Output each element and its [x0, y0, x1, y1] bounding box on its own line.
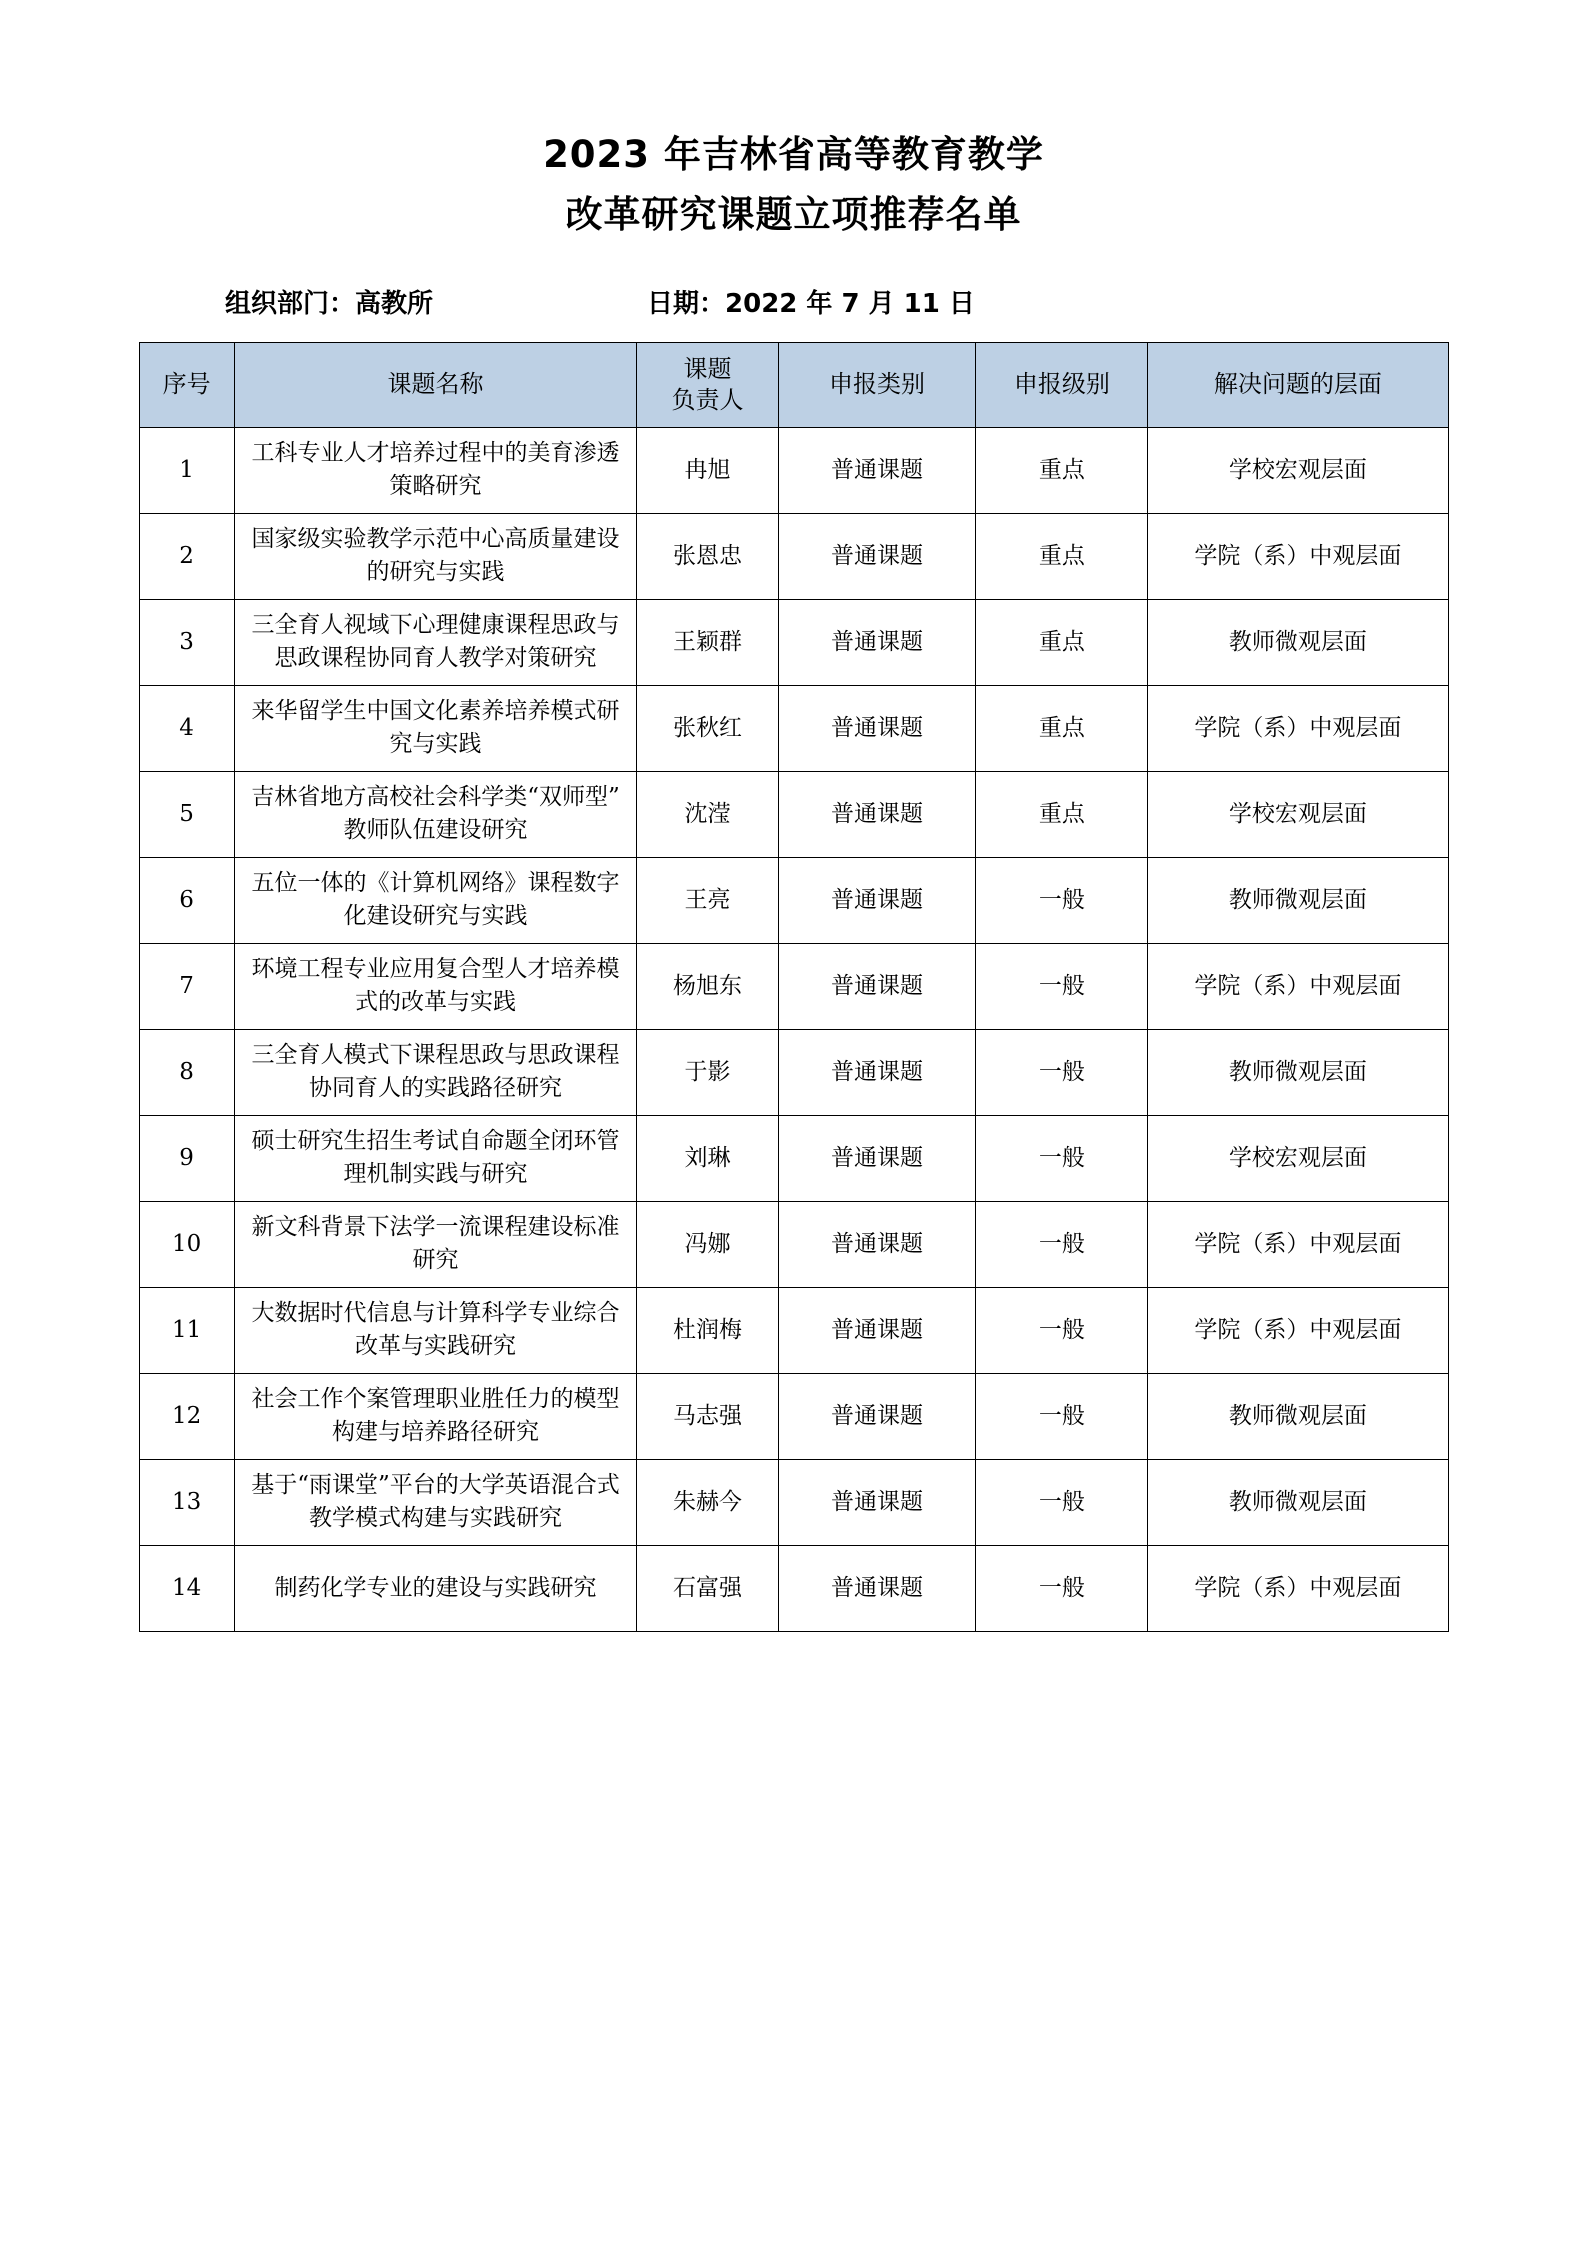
cell-type: 普通课题 — [778, 1029, 976, 1115]
cell-layer: 学院（系）中观层面 — [1148, 1201, 1448, 1287]
cell-title: 三全育人模式下课程思政与思政课程协同育人的实践路径研究 — [234, 1029, 637, 1115]
cell-owner: 冉旭 — [637, 427, 778, 513]
cell-level: 一般 — [976, 1115, 1148, 1201]
cell-layer: 学院（系）中观层面 — [1148, 513, 1448, 599]
table-row — [139, 1373, 1448, 1459]
table-row — [139, 599, 1448, 685]
cell-type: 普通课题 — [778, 771, 976, 857]
cell-type: 普通课题 — [778, 857, 976, 943]
document-meta — [115, 283, 1472, 320]
cell-no: 1 — [139, 427, 234, 513]
page-title — [115, 125, 1472, 245]
header-type: 申报类别 — [778, 342, 976, 427]
table-row — [139, 1201, 1448, 1287]
header-level: 申报级别 — [976, 342, 1148, 427]
project-list-table — [139, 342, 1449, 1632]
cell-owner: 张秋红 — [637, 685, 778, 771]
cell-no: 2 — [139, 513, 234, 599]
cell-no: 8 — [139, 1029, 234, 1115]
cell-title: 社会工作个案管理职业胜任力的模型构建与培养路径研究 — [234, 1373, 637, 1459]
cell-no: 4 — [139, 685, 234, 771]
cell-title: 环境工程专业应用复合型人才培养模式的改革与实践 — [234, 943, 637, 1029]
cell-type: 普通课题 — [778, 427, 976, 513]
cell-no: 6 — [139, 857, 234, 943]
cell-owner: 张恩忠 — [637, 513, 778, 599]
header-owner — [637, 342, 778, 427]
document-date: 日期：2022 年 7 月 11 日 — [647, 288, 975, 319]
cell-owner: 于影 — [637, 1029, 778, 1115]
cell-layer: 学院（系）中观层面 — [1148, 1545, 1448, 1631]
table-body — [139, 427, 1448, 1631]
cell-layer: 学院（系）中观层面 — [1148, 943, 1448, 1029]
cell-title: 新文科背景下法学一流课程建设标准研究 — [234, 1201, 637, 1287]
organizing-department: 组织部门：高教所 — [225, 288, 434, 319]
header-no: 序号 — [139, 342, 234, 427]
cell-owner: 马志强 — [637, 1373, 778, 1459]
cell-no: 11 — [139, 1287, 234, 1373]
cell-layer: 学校宏观层面 — [1148, 771, 1448, 857]
cell-no: 7 — [139, 943, 234, 1029]
cell-layer: 学院（系）中观层面 — [1148, 685, 1448, 771]
cell-layer: 教师微观层面 — [1148, 599, 1448, 685]
cell-layer: 教师微观层面 — [1148, 1029, 1448, 1115]
header-layer: 解决问题的层面 — [1148, 342, 1448, 427]
cell-type: 普通课题 — [778, 685, 976, 771]
cell-title: 国家级实验教学示范中心高质量建设的研究与实践 — [234, 513, 637, 599]
header-title: 课题名称 — [234, 342, 637, 427]
cell-layer: 教师微观层面 — [1148, 1373, 1448, 1459]
cell-owner: 王颖群 — [637, 599, 778, 685]
cell-level: 一般 — [976, 1459, 1148, 1545]
table-row — [139, 1115, 1448, 1201]
cell-no: 14 — [139, 1545, 234, 1631]
cell-owner: 刘琳 — [637, 1115, 778, 1201]
cell-no: 13 — [139, 1459, 234, 1545]
table-row — [139, 427, 1448, 513]
cell-type: 普通课题 — [778, 513, 976, 599]
table-header — [139, 342, 1448, 427]
cell-no: 10 — [139, 1201, 234, 1287]
table-row — [139, 513, 1448, 599]
cell-level: 一般 — [976, 1201, 1148, 1287]
table-row — [139, 943, 1448, 1029]
cell-level: 重点 — [976, 427, 1148, 513]
cell-no: 3 — [139, 599, 234, 685]
cell-layer: 学校宏观层面 — [1148, 1115, 1448, 1201]
cell-layer: 学校宏观层面 — [1148, 427, 1448, 513]
cell-owner: 杜润梅 — [637, 1287, 778, 1373]
cell-title: 吉林省地方高校社会科学类“双师型”教师队伍建设研究 — [234, 771, 637, 857]
cell-title: 基于“雨课堂”平台的大学英语混合式教学模式构建与实践研究 — [234, 1459, 637, 1545]
cell-type: 普通课题 — [778, 1459, 976, 1545]
cell-title: 制药化学专业的建设与实践研究 — [234, 1545, 637, 1631]
page-title-line-2: 改革研究课题立项推荐名单 — [565, 192, 1022, 236]
cell-level: 一般 — [976, 1545, 1148, 1631]
cell-title: 三全育人视域下心理健康课程思政与思政课程协同育人教学对策研究 — [234, 599, 637, 685]
cell-level: 重点 — [976, 599, 1148, 685]
table-row — [139, 1545, 1448, 1631]
cell-title: 来华留学生中国文化素养培养模式研究与实践 — [234, 685, 637, 771]
cell-owner: 朱赫今 — [637, 1459, 778, 1545]
page-title-line-1: 2023 年吉林省高等教育教学 — [543, 133, 1044, 176]
table-row — [139, 1029, 1448, 1115]
header-owner-line-2: 负责人 — [671, 385, 744, 414]
cell-level: 一般 — [976, 1287, 1148, 1373]
cell-level: 重点 — [976, 513, 1148, 599]
cell-level: 重点 — [976, 685, 1148, 771]
cell-title: 大数据时代信息与计算科学专业综合改革与实践研究 — [234, 1287, 637, 1373]
cell-type: 普通课题 — [778, 1201, 976, 1287]
cell-layer: 教师微观层面 — [1148, 1459, 1448, 1545]
cell-owner: 冯娜 — [637, 1201, 778, 1287]
table-row — [139, 771, 1448, 857]
cell-level: 一般 — [976, 857, 1148, 943]
cell-level: 重点 — [976, 771, 1148, 857]
cell-owner: 王亮 — [637, 857, 778, 943]
cell-owner: 杨旭东 — [637, 943, 778, 1029]
cell-type: 普通课题 — [778, 599, 976, 685]
cell-type: 普通课题 — [778, 1373, 976, 1459]
cell-title: 硕士研究生招生考试自命题全闭环管理机制实践与研究 — [234, 1115, 637, 1201]
table-row — [139, 1287, 1448, 1373]
cell-level: 一般 — [976, 1029, 1148, 1115]
cell-title: 五位一体的《计算机网络》课程数字化建设研究与实践 — [234, 857, 637, 943]
table-row — [139, 1459, 1448, 1545]
cell-type: 普通课题 — [778, 1287, 976, 1373]
table-row — [139, 685, 1448, 771]
cell-type: 普通课题 — [778, 1545, 976, 1631]
cell-owner: 沈滢 — [637, 771, 778, 857]
cell-level: 一般 — [976, 1373, 1148, 1459]
cell-type: 普通课题 — [778, 1115, 976, 1201]
cell-layer: 教师微观层面 — [1148, 857, 1448, 943]
cell-level: 一般 — [976, 943, 1148, 1029]
cell-no: 5 — [139, 771, 234, 857]
cell-type: 普通课题 — [778, 943, 976, 1029]
cell-title: 工科专业人才培养过程中的美育渗透策略研究 — [234, 427, 637, 513]
header-owner-line-1: 课题 — [683, 354, 732, 383]
cell-owner: 石富强 — [637, 1545, 778, 1631]
cell-layer: 学院（系）中观层面 — [1148, 1287, 1448, 1373]
cell-no: 9 — [139, 1115, 234, 1201]
table-header-row — [139, 342, 1448, 427]
cell-no: 12 — [139, 1373, 234, 1459]
table-row — [139, 857, 1448, 943]
